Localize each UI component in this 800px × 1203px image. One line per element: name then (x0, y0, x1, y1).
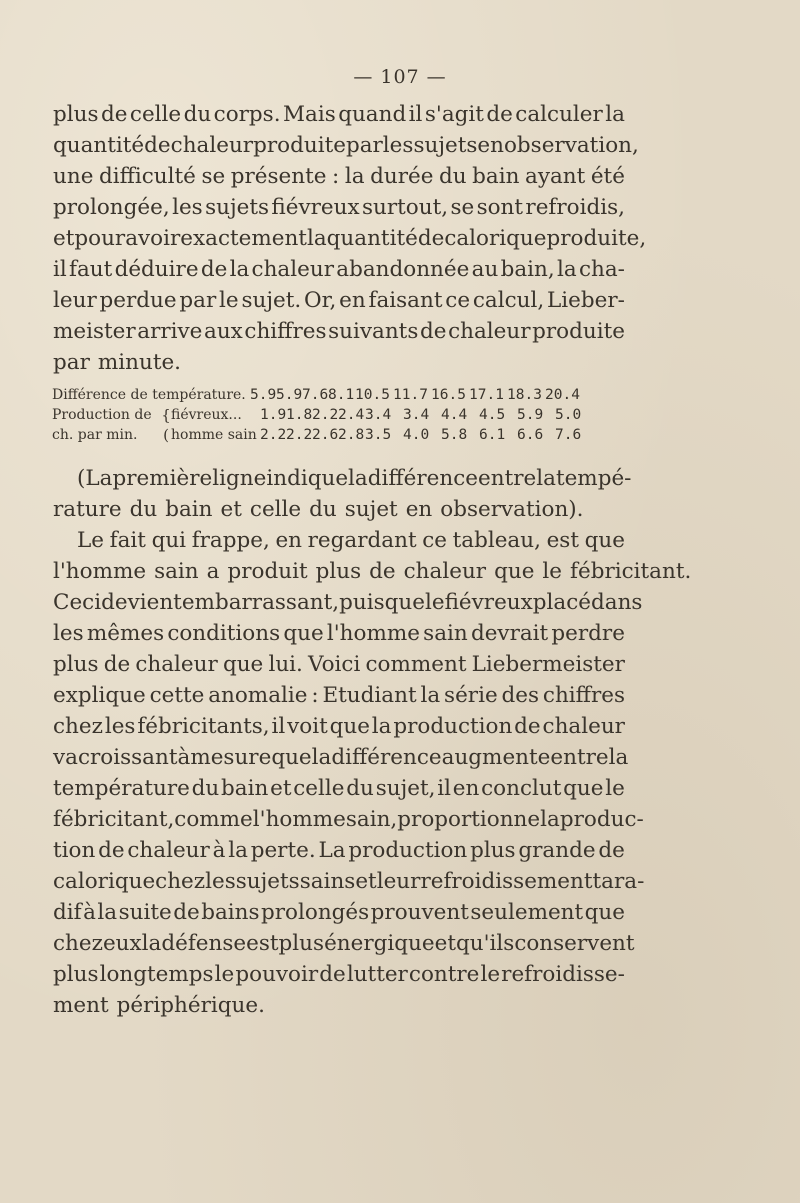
table-cell: 10.5 (355, 387, 390, 403)
row-label-temperature: Différence de température. (52, 387, 246, 403)
row-values-febrile (260, 405, 591, 425)
text-line: explique cette anomalie : Etudiant la série des chiffres (53, 683, 625, 708)
text-line: plus de celle du corps. Mais quand il s'agit de calculer la (53, 102, 625, 127)
table-cell: 3.4 (365, 407, 392, 423)
brace-top: { (161, 406, 171, 424)
text-line: ment périphérique. (53, 993, 265, 1018)
table-cell: 1.8 (286, 407, 313, 423)
text-line: (La première ligne indique la différence entre la tempé- (77, 466, 632, 491)
text-line: rature du bain et celle du sujet en observation). (53, 497, 584, 522)
table-row-healthy (52, 425, 632, 445)
text-line: leur perdue par le sujet. Or, en faisant ce calcul, Lieber- (53, 288, 625, 313)
text-line: plus de chaleur que lui. Voici comment Liebermeister (53, 652, 625, 677)
text-line: calorique chez les sujets sains et leur refroidissement tara- (53, 869, 645, 894)
table-cell: 11.7 (393, 387, 428, 403)
table-cell: 20.4 (545, 387, 580, 403)
text-line: va croissant à mesure que la différence augmente entre la (53, 745, 629, 770)
table-cell: 7.6 (302, 387, 329, 403)
brace-bottom: ( (163, 426, 169, 444)
table-cell: 16.5 (431, 387, 466, 403)
table-row-temperature (52, 385, 632, 405)
row-values-healthy (260, 425, 591, 445)
paragraph-discussion (53, 463, 692, 1021)
table-cell: 5.0 (555, 407, 582, 423)
table-cell: 2.2 (286, 427, 313, 443)
text-line: une difficulté se présente : la durée du bain ayant été (53, 164, 625, 189)
text-line: prolongée, les sujets fiévreux surtout, se sont refroidis, (53, 195, 625, 220)
table-row-febrile (52, 405, 632, 425)
text-line: quantité de chaleur produite par les sujets en observation, (53, 133, 639, 158)
row-label-febrile: fiévreux... (171, 407, 242, 423)
row-values-temperature (250, 385, 581, 405)
text-line: chez eux la défense est plus énergique et qu'ils conservent (53, 931, 635, 956)
table-cell: 4.5 (479, 407, 506, 423)
row-label-healthy: homme sain (171, 427, 257, 443)
data-table (52, 385, 632, 445)
table-cell: 2.4 (338, 407, 365, 423)
table-cell: 17.1 (469, 387, 504, 403)
text-line: température du bain et celle du sujet, il en conclut que le (53, 776, 625, 801)
table-cell: 3.4 (403, 407, 430, 423)
text-line: les mêmes conditions que l'homme sain devrait perdre (53, 621, 625, 646)
text-line: il faut déduire de la chaleur abandonnée au bain, la cha- (53, 257, 625, 282)
text-line: fébricitant, comme l'homme sain, proportionne la produc- (53, 807, 644, 832)
row-label-production: Production de (52, 407, 152, 423)
table-cell: 3.5 (365, 427, 392, 443)
text-line: chez les fébricitants, il voit que la production de chaleur (53, 714, 625, 739)
text-line: plus longtemps le pouvoir de lutter contre le refroidisse- (53, 962, 625, 987)
table-cell: 6.6 (517, 427, 544, 443)
text-line: par minute. (53, 350, 182, 375)
text-line: meister arrive aux chiffres suivants de chaleur produite (53, 319, 625, 344)
table-cell: 8.1 (328, 387, 355, 403)
table-cell: 5.8 (441, 427, 468, 443)
text-line: Le fait qui frappe, en regardant ce tableau, est que (77, 528, 625, 553)
table-cell: 18.3 (507, 387, 542, 403)
table-cell: 5.9 (517, 407, 544, 423)
table-cell: 5.9 (276, 387, 303, 403)
table-cell: 1.9 (260, 407, 287, 423)
table-cell: 6.1 (479, 427, 506, 443)
text-line: dif à la suite de bains prolongés prouvent seulement que (53, 900, 625, 925)
row-label-per-minute: ch. par min. (52, 427, 138, 443)
text-line: tion de chaleur à la perte. La production plus grande de (53, 838, 625, 863)
page-number: — 107 — (353, 66, 447, 88)
text-line: l'homme sain a produit plus de chaleur que le fébricitant. (53, 559, 692, 584)
table-cell: 7.6 (555, 427, 582, 443)
text-line: et pour avoir exactement la quantité de calorique produite, (53, 226, 647, 251)
paragraph-intro (53, 99, 647, 378)
text-line: Ceci devient embarrassant, puisque le fiévreux placé dans (53, 590, 643, 615)
table-cell: 2.6 (312, 427, 339, 443)
table-cell: 2.8 (338, 427, 365, 443)
table-cell: 5.9 (250, 387, 277, 403)
table-cell: 4.4 (441, 407, 468, 423)
table-cell: 2.2 (312, 407, 339, 423)
table-cell: 4.0 (403, 427, 430, 443)
table-cell: 2.2 (260, 427, 287, 443)
